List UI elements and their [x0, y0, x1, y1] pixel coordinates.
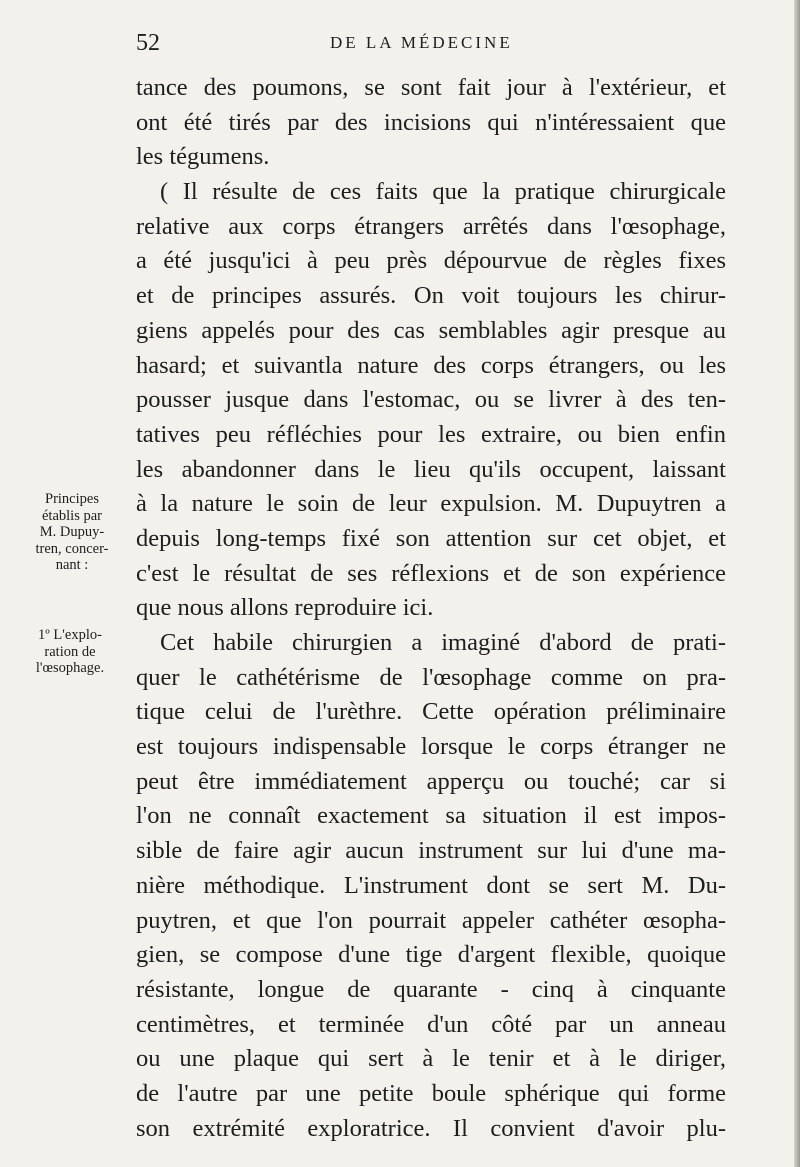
text-line: hasard; et suivantla nature des corps étrangers, ou les — [136, 351, 726, 379]
text-line: tique celui de l'urèthre. Cette opération préliminaire — [136, 698, 726, 726]
text-line: son extrémité exploratrice. Il convient d'avoir plu- — [136, 1114, 726, 1142]
text-line: résistante, longue de quarante - cinq à cinquante — [136, 975, 726, 1003]
text-line: nière méthodique. L'instrument dont se sert M. Du- — [136, 871, 726, 899]
margin-note-exploration — [20, 627, 120, 677]
text-line: centimètres, et terminée d'un côté par un anneau — [136, 1010, 726, 1038]
text-line: à la nature le soin de leur expulsion. M. Dupuytren a — [136, 490, 726, 518]
text-line: quer le cathétérisme de l'œsophage comme on pra- — [136, 663, 726, 691]
text-line: et de principes assurés. On voit toujours les chirur- — [136, 282, 726, 310]
text-line: giens appelés pour des cas semblables agir presque au — [136, 316, 726, 344]
margin-note-line: l'œsophage. — [35, 660, 105, 676]
margin-note-line: nant : — [55, 557, 89, 573]
margin-note-line: 1º L'explo- — [38, 627, 102, 643]
margin-note-line: M. Dupuy- — [39, 524, 105, 540]
margin-note-principes — [22, 491, 122, 574]
page-edge-shadow — [794, 0, 800, 1167]
text-line: Cet habile chirurgien a imaginé d'abord de prati- — [160, 629, 726, 656]
text-line: tance des poumons, se sont fait jour à l'extérieur, et — [136, 74, 726, 101]
text-line: puytren, et que l'on pourrait appeler cathéter œsopha- — [136, 906, 726, 934]
page-header — [0, 30, 800, 60]
text-line: peut être immédiatement apperçu ou touché; car si — [136, 767, 726, 795]
text-line: les abandonner dans le lieu qu'ils occupent, laissant — [136, 455, 726, 483]
text-line: tatives peu réfléchies pour les extraire, ou bien enfin — [136, 420, 726, 448]
text-line: de l'autre par une petite boule sphérique qui forme — [136, 1079, 726, 1107]
running-head: DE LA MÉDECINE — [330, 33, 513, 52]
text-line: est toujours indispensable lorsque le corps étranger ne — [136, 733, 726, 761]
text-line: gien, se compose d'une tige d'argent flexible, quoique — [136, 941, 726, 969]
text-line: que nous allons reproduire ici. — [136, 594, 434, 622]
text-line: relative aux corps étrangers arrêtés dans l'œsophage, — [136, 212, 726, 240]
body-text — [136, 71, 726, 1146]
margin-note-line: ration de — [44, 643, 96, 660]
text-line: a été jusqu'ici à peu près dépourvue de règles fixes — [136, 247, 726, 275]
text-line: pousser jusque dans l'estomac, ou se livrer à des ten- — [136, 386, 726, 414]
text-line: les tégumens. — [136, 143, 270, 171]
text-line: l'on ne connaît exactement sa situation il est impos- — [136, 802, 726, 830]
text-line: ont été tirés par des incisions qui n'intéressaient que — [136, 108, 726, 136]
text-line: ( Il résulte de ces faits que la pratique chirurgicale — [160, 178, 726, 206]
margin-note-line: établis par — [42, 507, 102, 524]
text-line: c'est le résultat de ses réflexions et de son expérience — [136, 559, 726, 587]
margin-note-line: Principes — [45, 491, 99, 507]
text-line: sible de faire agir aucun instrument sur lui d'une ma- — [136, 837, 726, 865]
margin-note-line: tren, concer- — [35, 540, 109, 557]
text-line: depuis long-temps fixé son attention sur cet objet, et — [136, 524, 726, 552]
page-number: 52 — [136, 30, 160, 56]
text-line: ou une plaque qui sert à le tenir et à le diriger, — [136, 1045, 726, 1073]
